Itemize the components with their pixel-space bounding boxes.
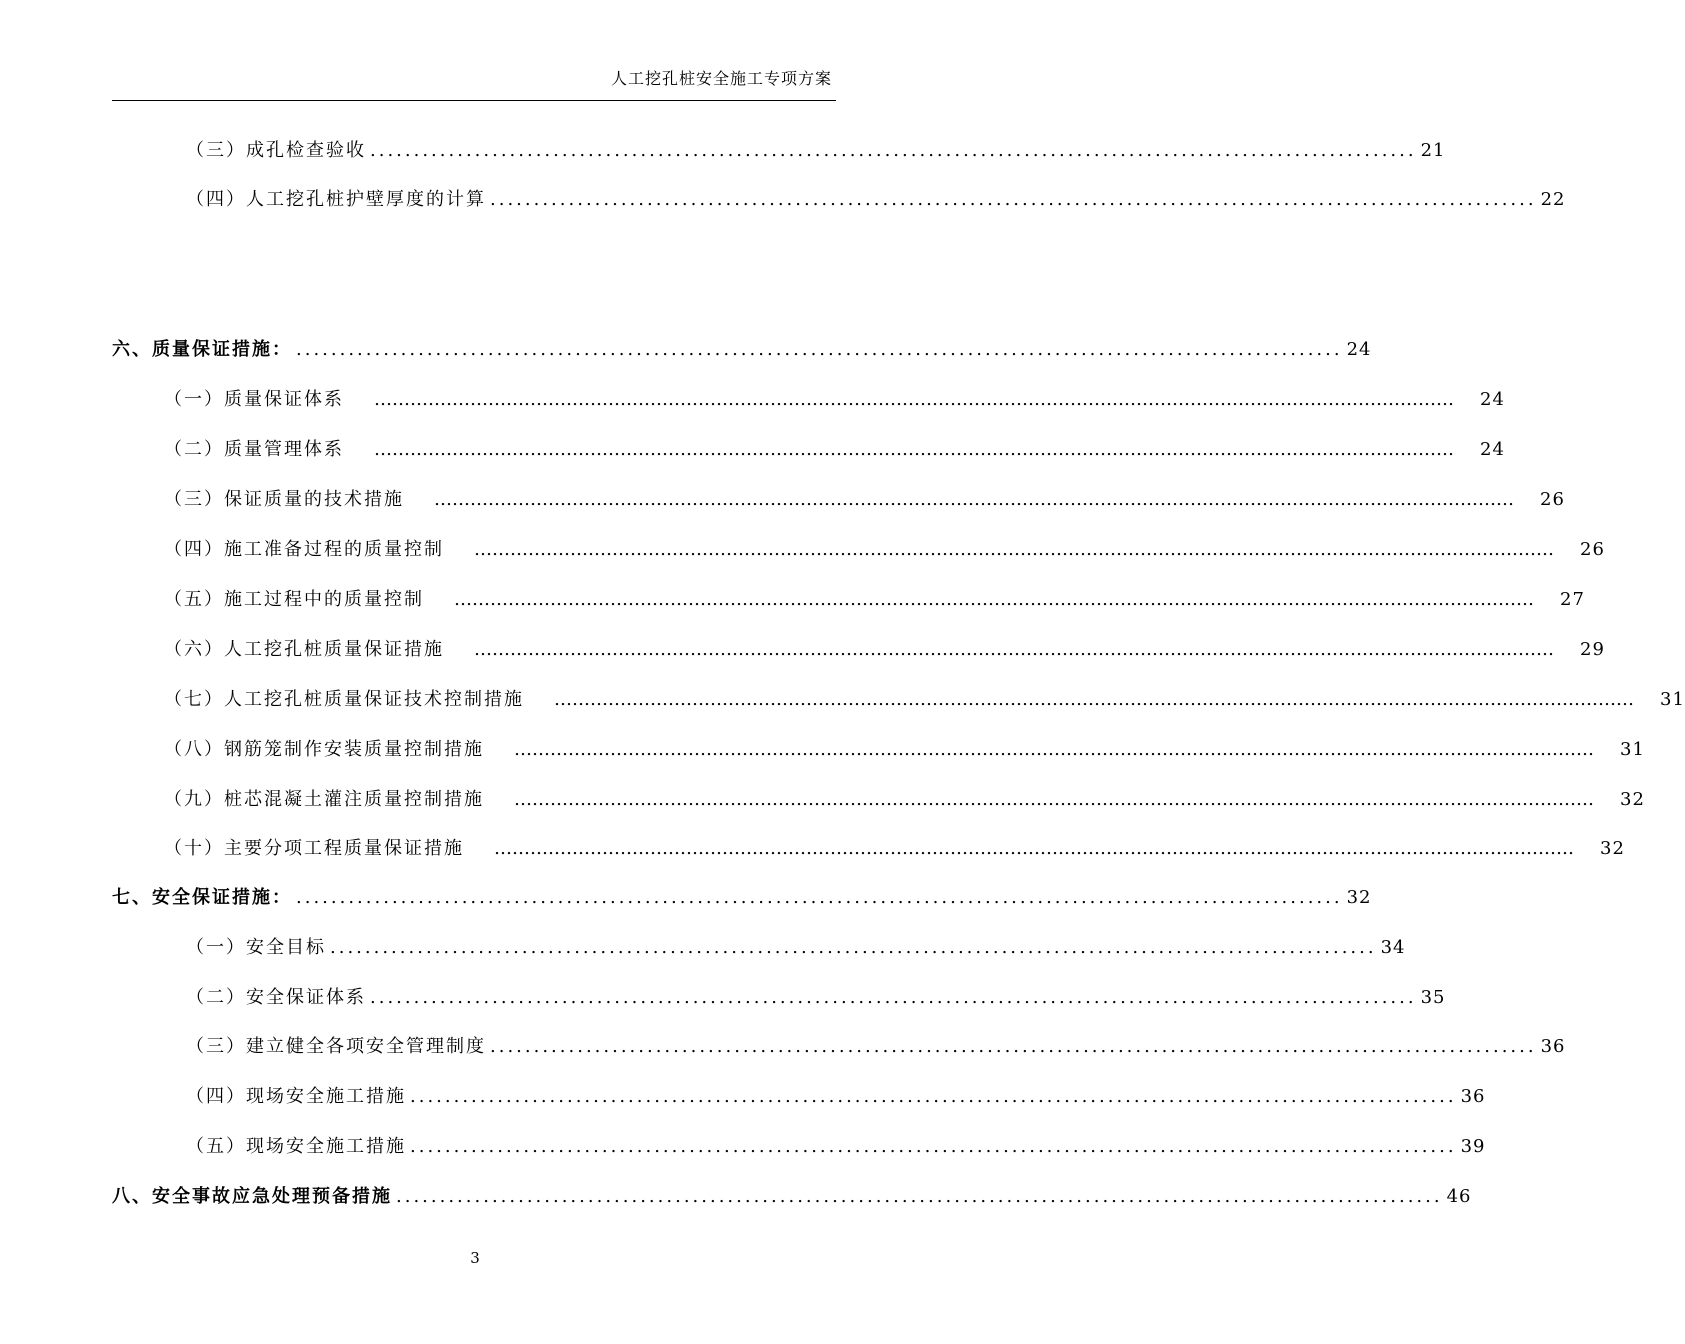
toc-entry-page: 29 (1580, 639, 1605, 660)
toc-entry[interactable] (186, 187, 1566, 213)
toc-dot-leader: ........................................................................................................................ (370, 140, 1417, 161)
toc-entry-page: 32 (1346, 887, 1372, 908)
toc-entry-title: （八）钢筋笼制作安装质量控制措施 (164, 739, 484, 760)
toc-entry-page: 36 (1540, 1036, 1566, 1057)
toc-entry-page: 22 (1540, 189, 1566, 210)
toc-entry-page: 34 (1380, 937, 1406, 958)
toc-entry[interactable] (186, 935, 1406, 961)
toc-dot-leader: ……………………………………………………………………………………………………………………………………………………………… (554, 689, 1634, 710)
running-header-title: 人工挖孔桩安全施工专项方案 (610, 69, 832, 88)
toc-entry-title: （四）施工准备过程的质量控制 (164, 539, 444, 560)
toc-entry-title: （四）人工挖孔桩护壁厚度的计算 (186, 189, 486, 210)
toc-entry-page: 31 (1620, 739, 1645, 760)
toc-entry-page: 36 (1460, 1086, 1486, 1107)
toc-entry-page: 31 (1660, 689, 1685, 710)
toc-entry-title: （二）质量管理体系 (164, 439, 344, 460)
toc-entry[interactable] (164, 787, 1645, 813)
toc-entry[interactable] (164, 537, 1605, 563)
toc-entry-page: 39 (1460, 1136, 1486, 1157)
toc-entry-title: （三）成孔检查验收 (186, 140, 366, 161)
toc-entry-title: （十）主要分项工程质量保证措施 (164, 838, 464, 859)
toc-entry-title: 七、安全保证措施： (112, 887, 292, 908)
toc-entry[interactable] (112, 885, 1372, 911)
toc-entry-page: 21 (1420, 140, 1446, 161)
toc-entry-title: 六、质量保证措施： (112, 339, 292, 360)
toc-dot-leader: ........................................................................................................................ (410, 1086, 1457, 1107)
toc-entry[interactable] (186, 985, 1446, 1011)
toc-dot-leader: ........................................................................................................................ (490, 189, 1537, 210)
toc-entry-title: （二）安全保证体系 (186, 987, 366, 1008)
toc-dot-leader: ……………………………………………………………………………………………………………………………………………………………… (514, 739, 1594, 760)
toc-entry-page: 26 (1540, 489, 1565, 510)
toc-entry-title: （七）人工挖孔桩质量保证技术控制措施 (164, 689, 524, 710)
toc-dot-leader: ........................................................................................................................ (330, 937, 1377, 958)
toc-entry[interactable] (186, 1034, 1566, 1060)
toc-entry-page: 26 (1580, 539, 1605, 560)
toc-entry-page: 32 (1600, 838, 1625, 859)
toc-entry[interactable] (164, 687, 1685, 713)
toc-entry-title: （四）现场安全施工措施 (186, 1086, 406, 1107)
toc-entry-title: （五）施工过程中的质量控制 (164, 589, 424, 610)
toc-entry[interactable] (164, 587, 1585, 613)
toc-entry-title: （三）保证质量的技术措施 (164, 489, 404, 510)
toc-entry-page: 32 (1620, 789, 1645, 810)
toc-entry-title: （一）安全目标 (186, 937, 326, 958)
toc-entry[interactable] (164, 437, 1505, 463)
toc-dot-leader: ........................................................................................................................ (370, 987, 1417, 1008)
toc-entry-title: （九）桩芯混凝土灌注质量控制措施 (164, 789, 484, 810)
toc-entry-page: 24 (1480, 439, 1505, 460)
toc-entry-title: （三）建立健全各项安全管理制度 (186, 1036, 486, 1057)
toc-entry[interactable] (186, 138, 1446, 164)
toc-entry-page: 35 (1420, 987, 1446, 1008)
toc-dot-leader: ……………………………………………………………………………………………………………………………………………………………… (474, 639, 1554, 660)
toc-dot-leader: ........................................................................................................................ (410, 1136, 1457, 1157)
toc-entry[interactable] (164, 836, 1625, 862)
toc-entry[interactable] (164, 737, 1645, 763)
toc-entry[interactable] (164, 387, 1505, 413)
toc-entry-page: 46 (1446, 1186, 1472, 1207)
toc-entry[interactable] (112, 1184, 1472, 1210)
toc-dot-leader: ……………………………………………………………………………………………………………………………………………………………… (514, 789, 1594, 810)
toc-entry-title: （一）质量保证体系 (164, 389, 344, 410)
toc-entry[interactable] (164, 637, 1605, 663)
header-divider (112, 100, 836, 101)
toc-entry-title: （六）人工挖孔桩质量保证措施 (164, 639, 444, 660)
toc-entry-title: （五）现场安全施工措施 (186, 1136, 406, 1157)
toc-entry[interactable] (164, 487, 1565, 513)
toc-dot-leader: ........................................................................................................................ (396, 1186, 1443, 1207)
toc-entry-page: 24 (1346, 339, 1372, 360)
toc-dot-leader: ........................................................................................................................ (490, 1036, 1537, 1057)
page-number: 3 (470, 1249, 480, 1267)
toc-dot-leader: ……………………………………………………………………………………………………………………………………………………………… (474, 539, 1554, 560)
toc-entry-page: 27 (1560, 589, 1585, 610)
toc-dot-leader: ……………………………………………………………………………………………………………………………………………………………… (374, 389, 1454, 410)
toc-entry-page: 24 (1480, 389, 1505, 410)
toc-dot-leader: ……………………………………………………………………………………………………………………………………………………………… (374, 439, 1454, 460)
toc-dot-leader: ........................................................................................................................ (296, 339, 1343, 360)
toc-dot-leader: ……………………………………………………………………………………………………………………………………………………………… (494, 838, 1574, 859)
toc-entry[interactable] (112, 337, 1372, 363)
toc-entry[interactable] (186, 1134, 1486, 1160)
toc-entry[interactable] (186, 1084, 1486, 1110)
toc-dot-leader: ……………………………………………………………………………………………………………………………………………………………… (454, 589, 1534, 610)
toc-dot-leader: ........................................................................................................................ (296, 887, 1343, 908)
toc-dot-leader: ……………………………………………………………………………………………………………………………………………………………… (434, 489, 1514, 510)
toc-entry-title: 八、安全事故应急处理预备措施 (112, 1186, 392, 1207)
